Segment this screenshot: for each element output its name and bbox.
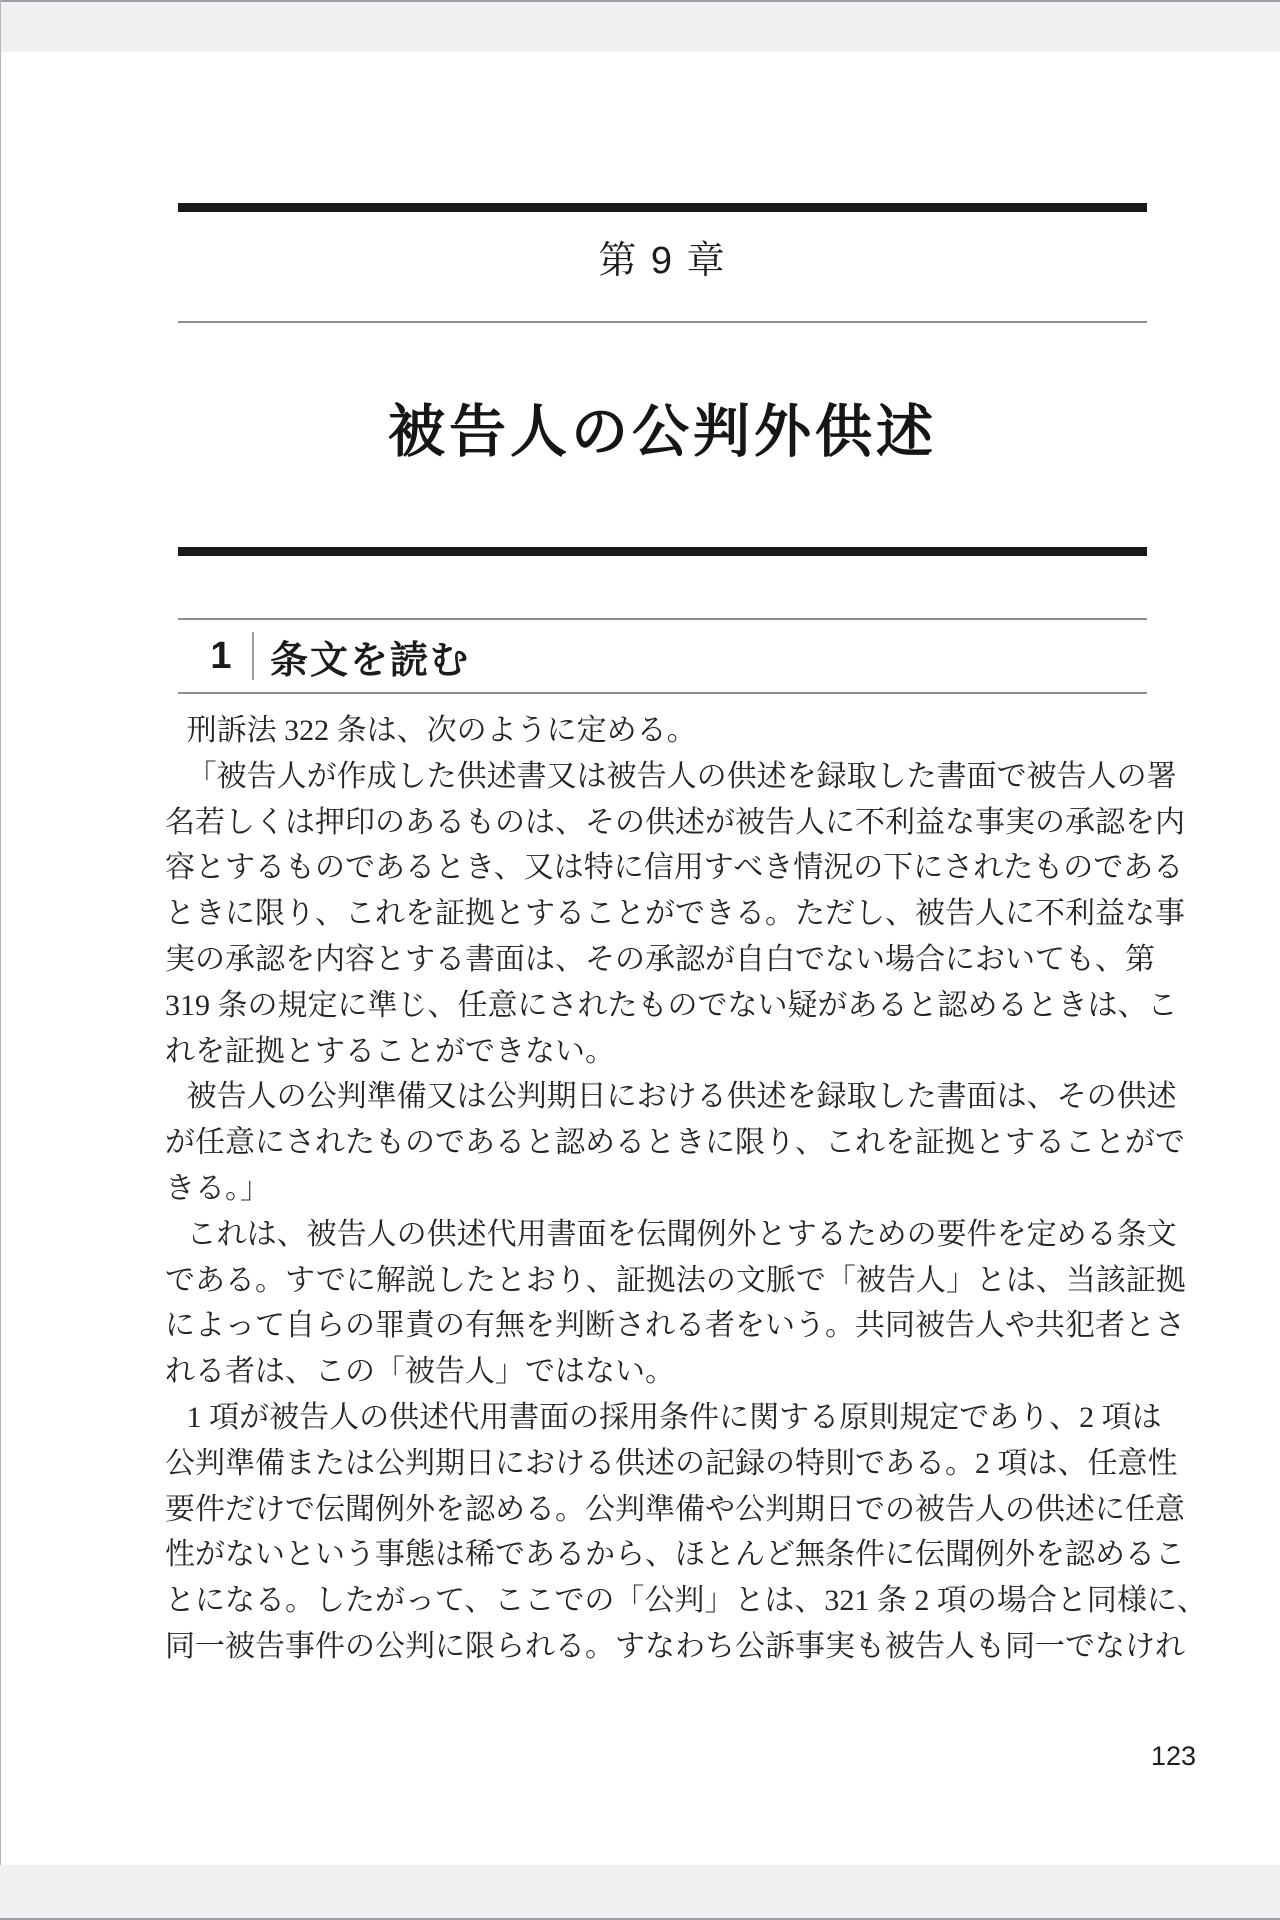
top-chrome-band — [0, 0, 1280, 52]
chapter-rule-bottom — [178, 547, 1147, 556]
body-line: これは、被告人の供述代用書面を伝聞例外とするための要件を定める条文 — [186, 1217, 1177, 1251]
body-line: 実の承認を内容とする書面は、その承認が自白でない場合においても、第 — [165, 942, 1155, 976]
body-line: 被告人の公判準備又は公判期日における供述を録取した書面は、その供述 — [186, 1080, 1177, 1114]
section-number: 1 — [210, 634, 232, 677]
body-line: ときに限り、これを証拠とすることができる。ただし、被告人に不利益な事 — [165, 897, 1185, 931]
bottom-chrome-band — [0, 1865, 1280, 1920]
body-line: によって自らの罪責の有無を判断される者をいう。共同被告人や共犯者とさ — [165, 1309, 1185, 1343]
section-separator — [252, 632, 254, 680]
body-line: 公判準備または公判期日における供述の記録の特則である。2 項は、任意性 — [165, 1446, 1178, 1480]
body-line: である。すでに解説したとおり、証拠法の文脈で「被告人」とは、当該証拠 — [165, 1263, 1186, 1297]
body-line: 性がないという事態は稀であるから、ほとんど無条件に伝聞例外を認めるこ — [165, 1538, 1185, 1572]
body-line: れる者は、この「被告人」ではない。 — [165, 1355, 675, 1389]
body-line: とになる。したがって、ここでの「公判」とは、321 条 2 項の場合と同様に、 — [165, 1584, 1207, 1618]
section-heading — [178, 620, 1147, 692]
body-line: 容とするものであるとき、又は特に信用すべき情況の下にされたものである — [165, 851, 1184, 885]
body-line: 要件だけで伝聞例外を認める。公判準備や公判期日での被告人の供述に任意 — [165, 1492, 1185, 1526]
page-number: 123 — [1150, 1741, 1196, 1771]
chapter-title: 被告人の公判外供述 — [388, 400, 937, 464]
body-line: 319 条の規定に準じ、任意にされたものでない疑があると認めるときは、こ — [165, 988, 1178, 1022]
body-line: れを証拠とすることができない。 — [165, 1034, 615, 1068]
chapter-divider-rule — [178, 321, 1147, 323]
body-line: 1 項が被告人の供述代用書面の採用条件に関する原則規定であり、2 項は — [186, 1400, 1162, 1434]
chapter-rule-top — [178, 203, 1147, 212]
section-rule-bottom — [178, 692, 1147, 694]
body-line: 同一被告事件の公判に限られる。すなわち公訴事実も被告人も同一でなけれ — [165, 1629, 1185, 1663]
section-title: 条文を読む — [270, 639, 471, 682]
page-left-edge — [0, 0, 1, 1920]
body-line: きる。」 — [165, 1171, 270, 1205]
body-line: 名若しくは押印のあるものは、その供述が被告人に不利益な事実の承認を内 — [165, 805, 1185, 839]
body-line: 「被告人が作成した供述書又は被告人の供述を録取した書面で被告人の署 — [186, 759, 1177, 793]
body-line: が任意にされたものであると認めるときに限り、これを証拠とすることがで — [165, 1126, 1185, 1160]
body-text — [165, 708, 1207, 1670]
chapter-number: 第 9 章 — [598, 240, 727, 282]
body-line: 刑訴法 322 条は、次のように定める。 — [186, 714, 697, 747]
